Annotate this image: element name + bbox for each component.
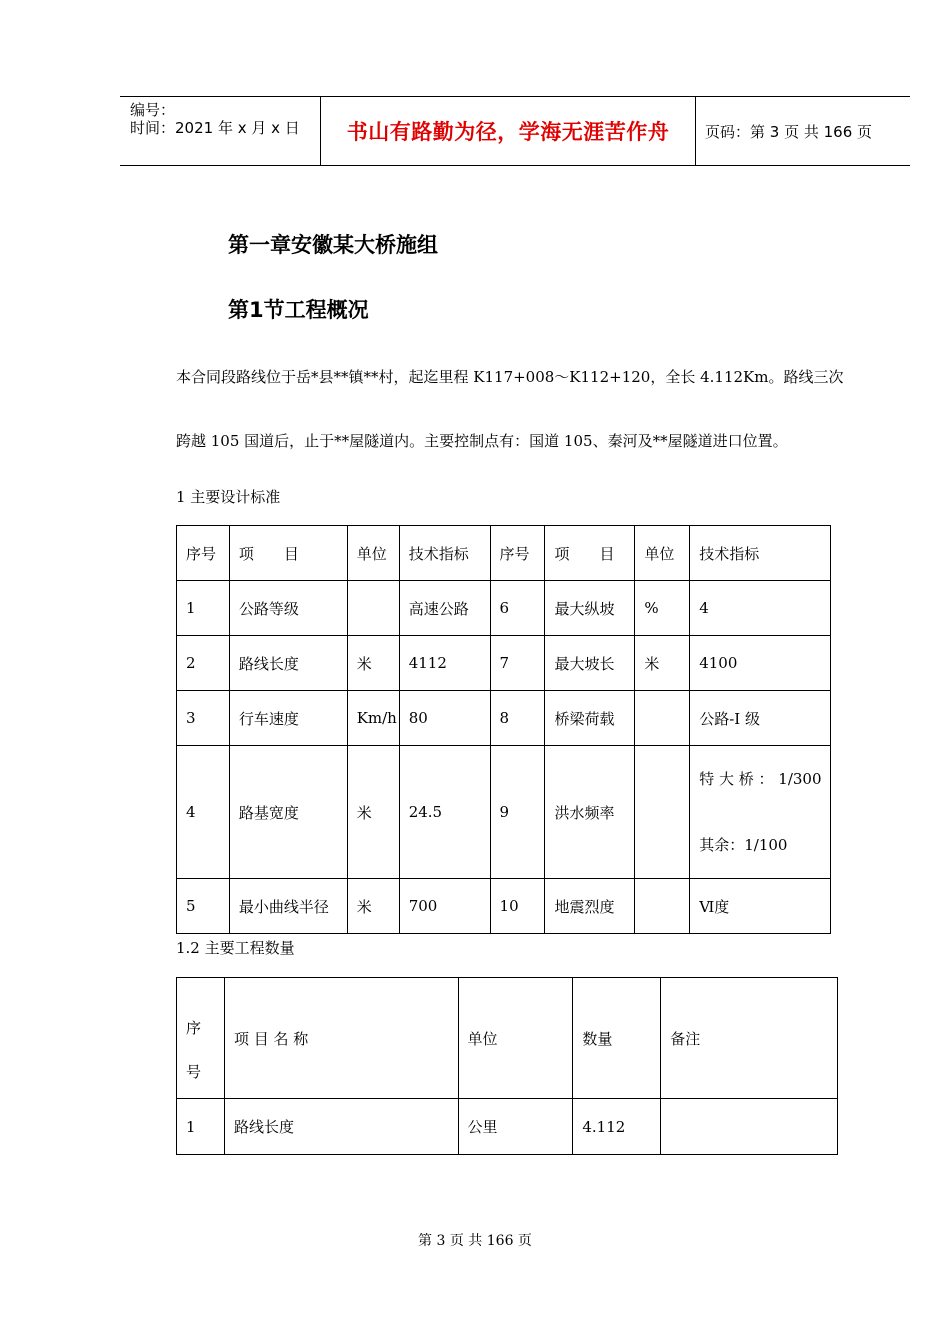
header-cell: 项 目 (545, 526, 635, 581)
header-cell: 项 目 (229, 526, 347, 581)
table-cell: 7 (490, 636, 545, 691)
table-cell: 80 (399, 691, 490, 746)
flood-frequency-bridge: 特 大 桥 ： 1/300 (699, 770, 822, 788)
table-cell: Km/h (347, 691, 399, 746)
section-title: 第1节工程概况 (228, 298, 369, 322)
seq-bottom: 号 (186, 1062, 202, 1081)
document-number-label: 编号： (130, 101, 176, 119)
table-cell: 8 (490, 691, 545, 746)
table-cell: 5 (177, 879, 230, 934)
document-time-label: 时间：2021 年 x 月 x 日 (130, 119, 300, 137)
table-cell (347, 581, 399, 636)
table-cell-multiline (690, 746, 831, 879)
table-row (177, 581, 831, 636)
table-cell: 10 (490, 879, 545, 934)
table-cell (661, 1099, 838, 1155)
table-cell: 桥梁荷载 (545, 691, 635, 746)
table-cell: 米 (347, 746, 399, 879)
table-cell: 米 (347, 879, 399, 934)
table-cell: 米 (347, 636, 399, 691)
table-cell: 3 (177, 691, 230, 746)
header-cell: 技术指标 (399, 526, 490, 581)
table-cell: 1 (177, 1099, 225, 1155)
table-header-row (177, 526, 831, 581)
table-cell: 公里 (458, 1099, 573, 1155)
table-header-row (177, 978, 838, 1099)
table-row (177, 879, 831, 934)
intro-line-2: 跨越 105 国道后，止于**屋隧道内。主要控制点有：国道 105、秦河及**屋隧道进口位置。 (176, 432, 788, 450)
table-cell: 4 (690, 581, 831, 636)
table-cell: 路线长度 (224, 1099, 458, 1155)
header-cell: 序号 (177, 526, 230, 581)
table-cell: 最大纵坡 (545, 581, 635, 636)
page-footer: 第 3 页 共 166 页 (418, 1233, 532, 1249)
table-cell: 4112 (399, 636, 490, 691)
table-cell: 洪水频率 (545, 746, 635, 879)
table-row (177, 746, 831, 879)
table-cell (635, 879, 690, 934)
header-motto: 书山有路勤为径，学海无涯苦作舟 (346, 120, 670, 144)
header-cell: 序号 (490, 526, 545, 581)
header-page-info: 页码：第 3 页 共 166 页 (705, 123, 873, 141)
table-cell: 地震烈度 (545, 879, 635, 934)
table-cell: 公路等级 (229, 581, 347, 636)
table-cell: 9 (490, 746, 545, 879)
table-cell (635, 746, 690, 879)
table-row (177, 691, 831, 746)
table-cell: 700 (399, 879, 490, 934)
header-cell: 项 目 名 称 (224, 978, 458, 1099)
table-cell: % (635, 581, 690, 636)
flood-frequency-other: 其余：1/100 (699, 836, 788, 854)
header-cell-seq (177, 978, 225, 1099)
header-motto-cell (320, 97, 696, 165)
table-cell: 路线长度 (229, 636, 347, 691)
quantities-table (176, 977, 838, 1155)
design-standards-table (176, 525, 831, 934)
table-cell: 最大坡长 (545, 636, 635, 691)
table-cell: 4 (177, 746, 230, 879)
table-cell: 2 (177, 636, 230, 691)
table-cell: 最小曲线半径 (229, 879, 347, 934)
table-cell: 1 (177, 581, 230, 636)
intro-line-1: 本合同段路线位于岳*县**镇**村，起迄里程 K117+008～K112+120，全长 4.112Km。路线三次 (176, 368, 844, 386)
table-cell: 24.5 (399, 746, 490, 879)
table-cell: 路基宽度 (229, 746, 347, 879)
table-cell: 4.112 (573, 1099, 661, 1155)
table-cell: Ⅵ度 (690, 879, 831, 934)
table-cell: 米 (635, 636, 690, 691)
header-meta-cell (120, 97, 320, 165)
header-cell: 单位 (347, 526, 399, 581)
table-row (177, 1099, 838, 1155)
quantities-caption: 1.2 主要工程数量 (176, 939, 295, 957)
table-cell: 行车速度 (229, 691, 347, 746)
header-cell: 单位 (458, 978, 573, 1099)
page-header (120, 96, 910, 166)
header-cell: 数量 (573, 978, 661, 1099)
table-cell: 高速公路 (399, 581, 490, 636)
header-cell: 备注 (661, 978, 838, 1099)
standards-caption: 1 主要设计标准 (176, 488, 281, 506)
seq-top: 序 (186, 1018, 202, 1037)
header-cell: 单位 (635, 526, 690, 581)
table-cell: 6 (490, 581, 545, 636)
header-page-cell (695, 97, 910, 165)
chapter-title: 第一章安徽某大桥施组 (228, 233, 438, 257)
table-cell: 4100 (690, 636, 831, 691)
table-cell (635, 691, 690, 746)
header-cell: 技术指标 (690, 526, 831, 581)
table-cell: 公路-I 级 (690, 691, 831, 746)
table-row (177, 636, 831, 691)
